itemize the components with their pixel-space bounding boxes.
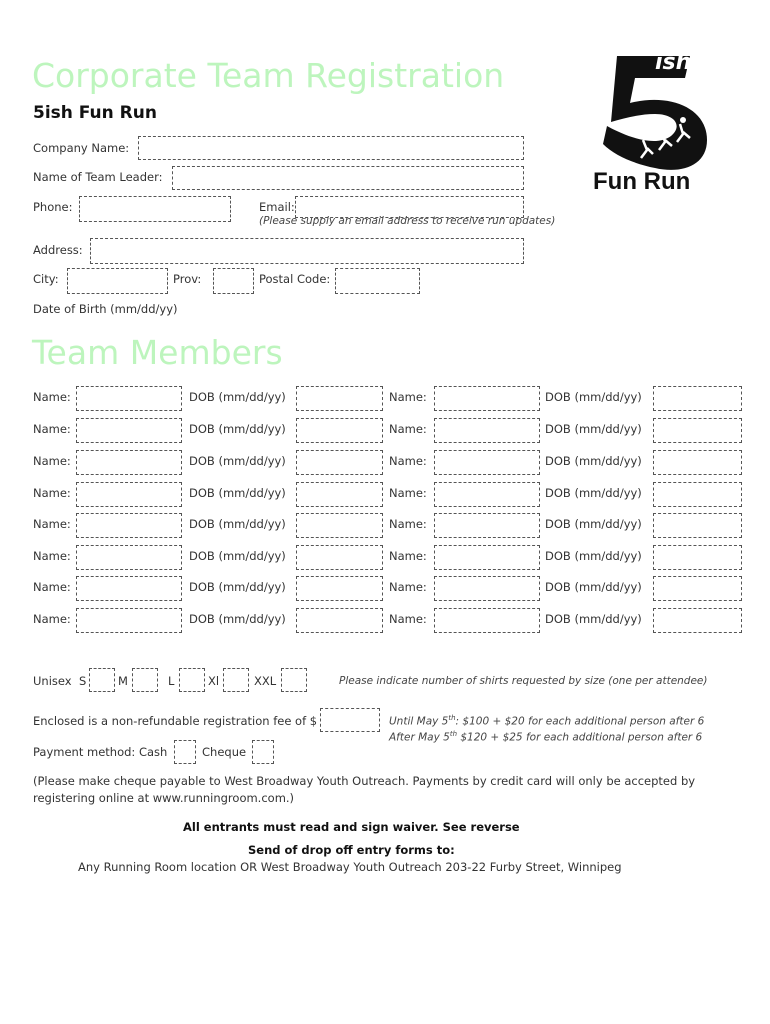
member-name-field-13[interactable] xyxy=(76,576,182,601)
size-s-field[interactable] xyxy=(89,668,115,692)
member-dob-label: DOB (mm/dd/yy) xyxy=(189,517,286,531)
team-leader-label: Name of Team Leader: xyxy=(33,170,163,184)
dob-label: Date of Birth (mm/dd/yy) xyxy=(33,302,178,316)
member-name-label: Name: xyxy=(389,549,427,563)
member-name-field-6[interactable] xyxy=(434,450,540,475)
cheque-field[interactable] xyxy=(252,740,274,764)
member-name-field-9[interactable] xyxy=(76,513,182,538)
company-name-field[interactable] xyxy=(138,136,524,160)
member-name-label: Name: xyxy=(33,390,71,404)
city-field[interactable] xyxy=(67,268,168,294)
cheque-label: Cheque xyxy=(202,745,247,759)
member-dob-label: DOB (mm/dd/yy) xyxy=(189,612,286,626)
city-label: City: xyxy=(33,272,59,286)
member-dob-label: DOB (mm/dd/yy) xyxy=(545,422,642,436)
member-dob-field-1[interactable] xyxy=(296,386,383,411)
fee-until-prefix: Until May 5 xyxy=(389,715,449,728)
member-dob-field-8[interactable] xyxy=(653,482,742,507)
address-field[interactable] xyxy=(90,238,524,264)
member-dob-field-11[interactable] xyxy=(296,545,383,570)
member-name-label: Name: xyxy=(389,486,427,500)
member-dob-label: DOB (mm/dd/yy) xyxy=(545,517,642,531)
member-name-label: Name: xyxy=(33,549,71,563)
email-note: (Please supply an email address to receive run updates) xyxy=(259,215,556,227)
fee-until-suffix: : $100 + $20 for each additional person after 6 xyxy=(455,715,705,728)
member-dob-label: DOB (mm/dd/yy) xyxy=(189,390,286,404)
member-name-field-16[interactable] xyxy=(434,608,540,633)
member-name-label: Name: xyxy=(389,422,427,436)
member-name-label: Name: xyxy=(33,422,71,436)
member-dob-field-13[interactable] xyxy=(296,576,383,601)
member-name-label: Name: xyxy=(33,612,71,626)
shirts-note: Please indicate number of shirts requested by size (one per attendee) xyxy=(339,675,708,687)
member-name-field-5[interactable] xyxy=(76,450,182,475)
size-xxl-field[interactable] xyxy=(281,668,307,692)
member-name-field-4[interactable] xyxy=(434,418,540,443)
member-name-field-12[interactable] xyxy=(434,545,540,570)
phone-label: Phone: xyxy=(33,200,73,214)
fee-until-sup: th xyxy=(448,714,456,722)
unisex-label: Unisex xyxy=(33,674,72,688)
member-name-field-10[interactable] xyxy=(434,513,540,538)
member-name-field-3[interactable] xyxy=(76,418,182,443)
waiver-notice: All entrants must read and sign waiver. See reverse xyxy=(183,820,520,834)
team-leader-field[interactable] xyxy=(172,166,524,190)
member-name-field-2[interactable] xyxy=(434,386,540,411)
member-name-label: Name: xyxy=(33,580,71,594)
member-name-field-15[interactable] xyxy=(76,608,182,633)
member-dob-label: DOB (mm/dd/yy) xyxy=(545,454,642,468)
fee-after-suffix: $120 + $25 for each additional person after 6 xyxy=(457,731,703,744)
drop-off-address: Any Running Room location OR West Broadway Youth Outreach 203-22 Furby Street, Winnipeg xyxy=(78,860,622,874)
member-dob-label: DOB (mm/dd/yy) xyxy=(545,580,642,594)
logo-ish: ish xyxy=(655,50,692,75)
member-dob-label: DOB (mm/dd/yy) xyxy=(189,580,286,594)
prov-field[interactable] xyxy=(213,268,254,294)
member-dob-field-6[interactable] xyxy=(653,450,742,475)
member-dob-field-12[interactable] xyxy=(653,545,742,570)
member-dob-label: DOB (mm/dd/yy) xyxy=(545,390,642,404)
member-dob-field-9[interactable] xyxy=(296,513,383,538)
fee-label: Enclosed is a non-refundable registration fee of $ xyxy=(33,714,318,728)
fee-after-note xyxy=(389,730,702,744)
member-dob-field-14[interactable] xyxy=(653,576,742,601)
fee-amount-field[interactable] xyxy=(320,708,380,732)
member-dob-field-4[interactable] xyxy=(653,418,742,443)
member-dob-field-3[interactable] xyxy=(296,418,383,443)
size-xl-field[interactable] xyxy=(223,668,249,692)
postal-code-field[interactable] xyxy=(335,268,420,294)
member-dob-field-15[interactable] xyxy=(296,608,383,633)
logo-text: Fun Run xyxy=(593,168,691,195)
member-dob-label: DOB (mm/dd/yy) xyxy=(189,422,286,436)
member-dob-label: DOB (mm/dd/yy) xyxy=(189,486,286,500)
member-dob-label: DOB (mm/dd/yy) xyxy=(189,454,286,468)
page-title: Corporate Team Registration xyxy=(32,56,505,95)
size-s-label: S xyxy=(79,674,87,688)
member-name-field-14[interactable] xyxy=(434,576,540,601)
address-label: Address: xyxy=(33,243,83,257)
member-dob-field-5[interactable] xyxy=(296,450,383,475)
postal-code-label: Postal Code: xyxy=(259,272,331,286)
member-name-label: Name: xyxy=(389,517,427,531)
payment-note-line1: (Please make cheque payable to West Broadway Youth Outreach. Payments by credit card will only be accepted by xyxy=(33,774,696,788)
member-name-label: Name: xyxy=(33,454,71,468)
member-dob-label: DOB (mm/dd/yy) xyxy=(189,549,286,563)
member-dob-field-16[interactable] xyxy=(653,608,742,633)
fee-after-sup: th xyxy=(449,730,458,738)
member-name-field-1[interactable] xyxy=(76,386,182,411)
payment-method-label: Payment method: Cash xyxy=(33,745,168,759)
member-dob-field-2[interactable] xyxy=(653,386,742,411)
send-forms-title: Send of drop off entry forms to: xyxy=(248,843,455,857)
company-name-label: Company Name: xyxy=(33,141,130,155)
member-name-label: Name: xyxy=(33,486,71,500)
size-m-label: M xyxy=(118,674,128,688)
member-name-field-8[interactable] xyxy=(434,482,540,507)
member-dob-field-7[interactable] xyxy=(296,482,383,507)
member-dob-label: DOB (mm/dd/yy) xyxy=(545,612,642,626)
member-dob-field-10[interactable] xyxy=(653,513,742,538)
prov-label: Prov: xyxy=(173,272,202,286)
fun-run-logo xyxy=(585,48,715,198)
size-l-field[interactable] xyxy=(179,668,205,692)
size-m-field[interactable] xyxy=(132,668,158,692)
fee-after-prefix: After May 5 xyxy=(389,731,450,744)
member-dob-label: DOB (mm/dd/yy) xyxy=(545,486,642,500)
member-dob-label: DOB (mm/dd/yy) xyxy=(545,549,642,563)
member-name-label: Name: xyxy=(389,612,427,626)
email-label: Email: xyxy=(259,200,295,214)
size-xxl-label: XXL xyxy=(254,674,277,688)
cash-field[interactable] xyxy=(174,740,196,764)
member-name-field-11[interactable] xyxy=(76,545,182,570)
size-xl-label: Xl xyxy=(208,674,220,688)
size-l-label: L xyxy=(168,674,175,688)
payment-note-line2: registering online at www.runningroom.com.) xyxy=(33,791,295,805)
member-name-label: Name: xyxy=(389,580,427,594)
member-name-label: Name: xyxy=(389,454,427,468)
event-subtitle: 5ish Fun Run xyxy=(33,103,157,123)
member-name-label: Name: xyxy=(33,517,71,531)
team-members-title: Team Members xyxy=(32,333,283,372)
member-name-field-7[interactable] xyxy=(76,482,182,507)
phone-field[interactable] xyxy=(79,196,231,222)
fee-until-note xyxy=(389,714,704,728)
member-name-label: Name: xyxy=(389,390,427,404)
